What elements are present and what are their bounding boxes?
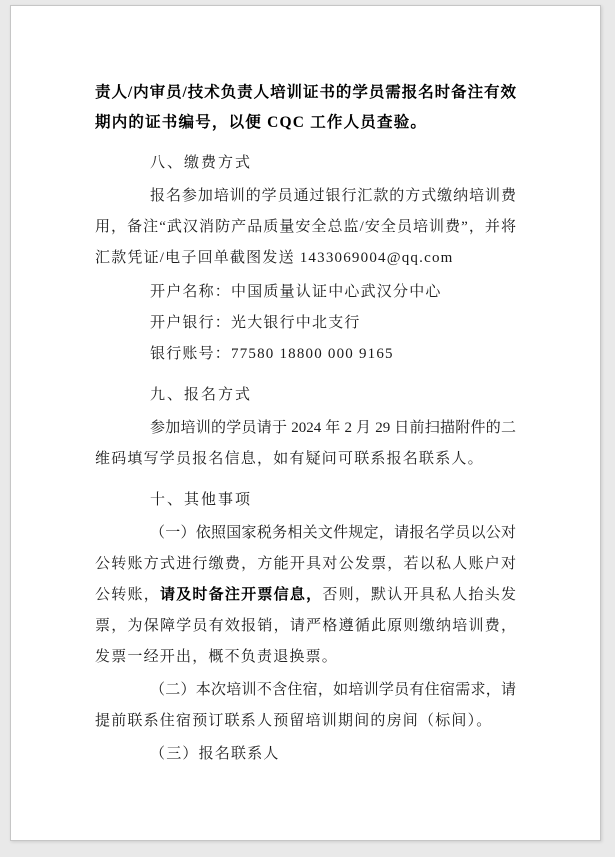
text-line: 维码填写学员报名信息，如有疑问可联系报名联系人。 (95, 451, 484, 467)
other-item-1-paragraph (95, 518, 516, 673)
text-line: 开户名称：中国质量认证中心武汉分中心 (150, 284, 442, 300)
heading-line: 八、缴费方式 (150, 155, 253, 171)
text-line: （一）依照国家税务相关文件规定，请报名学员以公对 (150, 525, 516, 541)
bold-text-segment: 请及时备注开票信息， (159, 587, 323, 603)
payment-paragraph (95, 181, 516, 274)
text-line: 开户银行：光大银行中北支行 (150, 315, 361, 331)
text-line: （二）本次培训不含住宿，如培训学员有住宿需求，请 (150, 682, 516, 698)
bank-account-info (95, 277, 516, 370)
text-line: 报名参加培训的学员通过银行汇款的方式缴纳培训费 (150, 188, 516, 204)
heading-line: 九、报名方式 (150, 387, 253, 403)
registration-paragraph (95, 413, 516, 475)
text-line: 票，为保障学员有效报销，请严格遵循此原则缴纳培训费， (95, 618, 516, 634)
text-line: （三）报名联系人 (150, 746, 280, 762)
heading-line: 十、其他事项 (150, 492, 253, 508)
document-body (11, 6, 600, 770)
section-8-payment-heading (95, 148, 516, 179)
text-line: 汇款凭证/电子回单截图发送 1433069004@qq.com (95, 250, 454, 266)
text-line: 公转账方式进行缴费，方能开具对公发票，若以私人账户对 (95, 556, 516, 572)
other-item-2-paragraph (95, 675, 516, 737)
text-line (95, 580, 516, 611)
text-line: 银行账号：77580 18800 000 9165 (150, 346, 394, 362)
section-10-other-heading (95, 485, 516, 516)
text-line: 参加培训的学员请于 2024 年 2 月 29 日前扫描附件的二 (150, 420, 516, 436)
text-line: 提前联系住宿预订联系人预留培训期间的房间（标间）。 (95, 713, 493, 729)
intro-paragraph (95, 78, 516, 138)
document-page (10, 5, 601, 841)
text-line: 用，备注“武汉消防产品质量安全总监/安全员培训费”，并将 (95, 219, 516, 235)
text-segment: 否则，默认开具私人抬头发 (322, 587, 516, 603)
text-segment: 公转账， (95, 587, 160, 603)
section-9-registration-heading (95, 380, 516, 411)
text-line: 期内的证书编号，以便 CQC 工作人员查验。 (95, 114, 428, 131)
text-line: 发票一经开出，概不负责退换票。 (95, 649, 339, 665)
text-line: 责人/内审员/技术负责人培训证书的学员需报名时备注有效 (95, 84, 516, 101)
other-item-3-paragraph (95, 739, 516, 770)
